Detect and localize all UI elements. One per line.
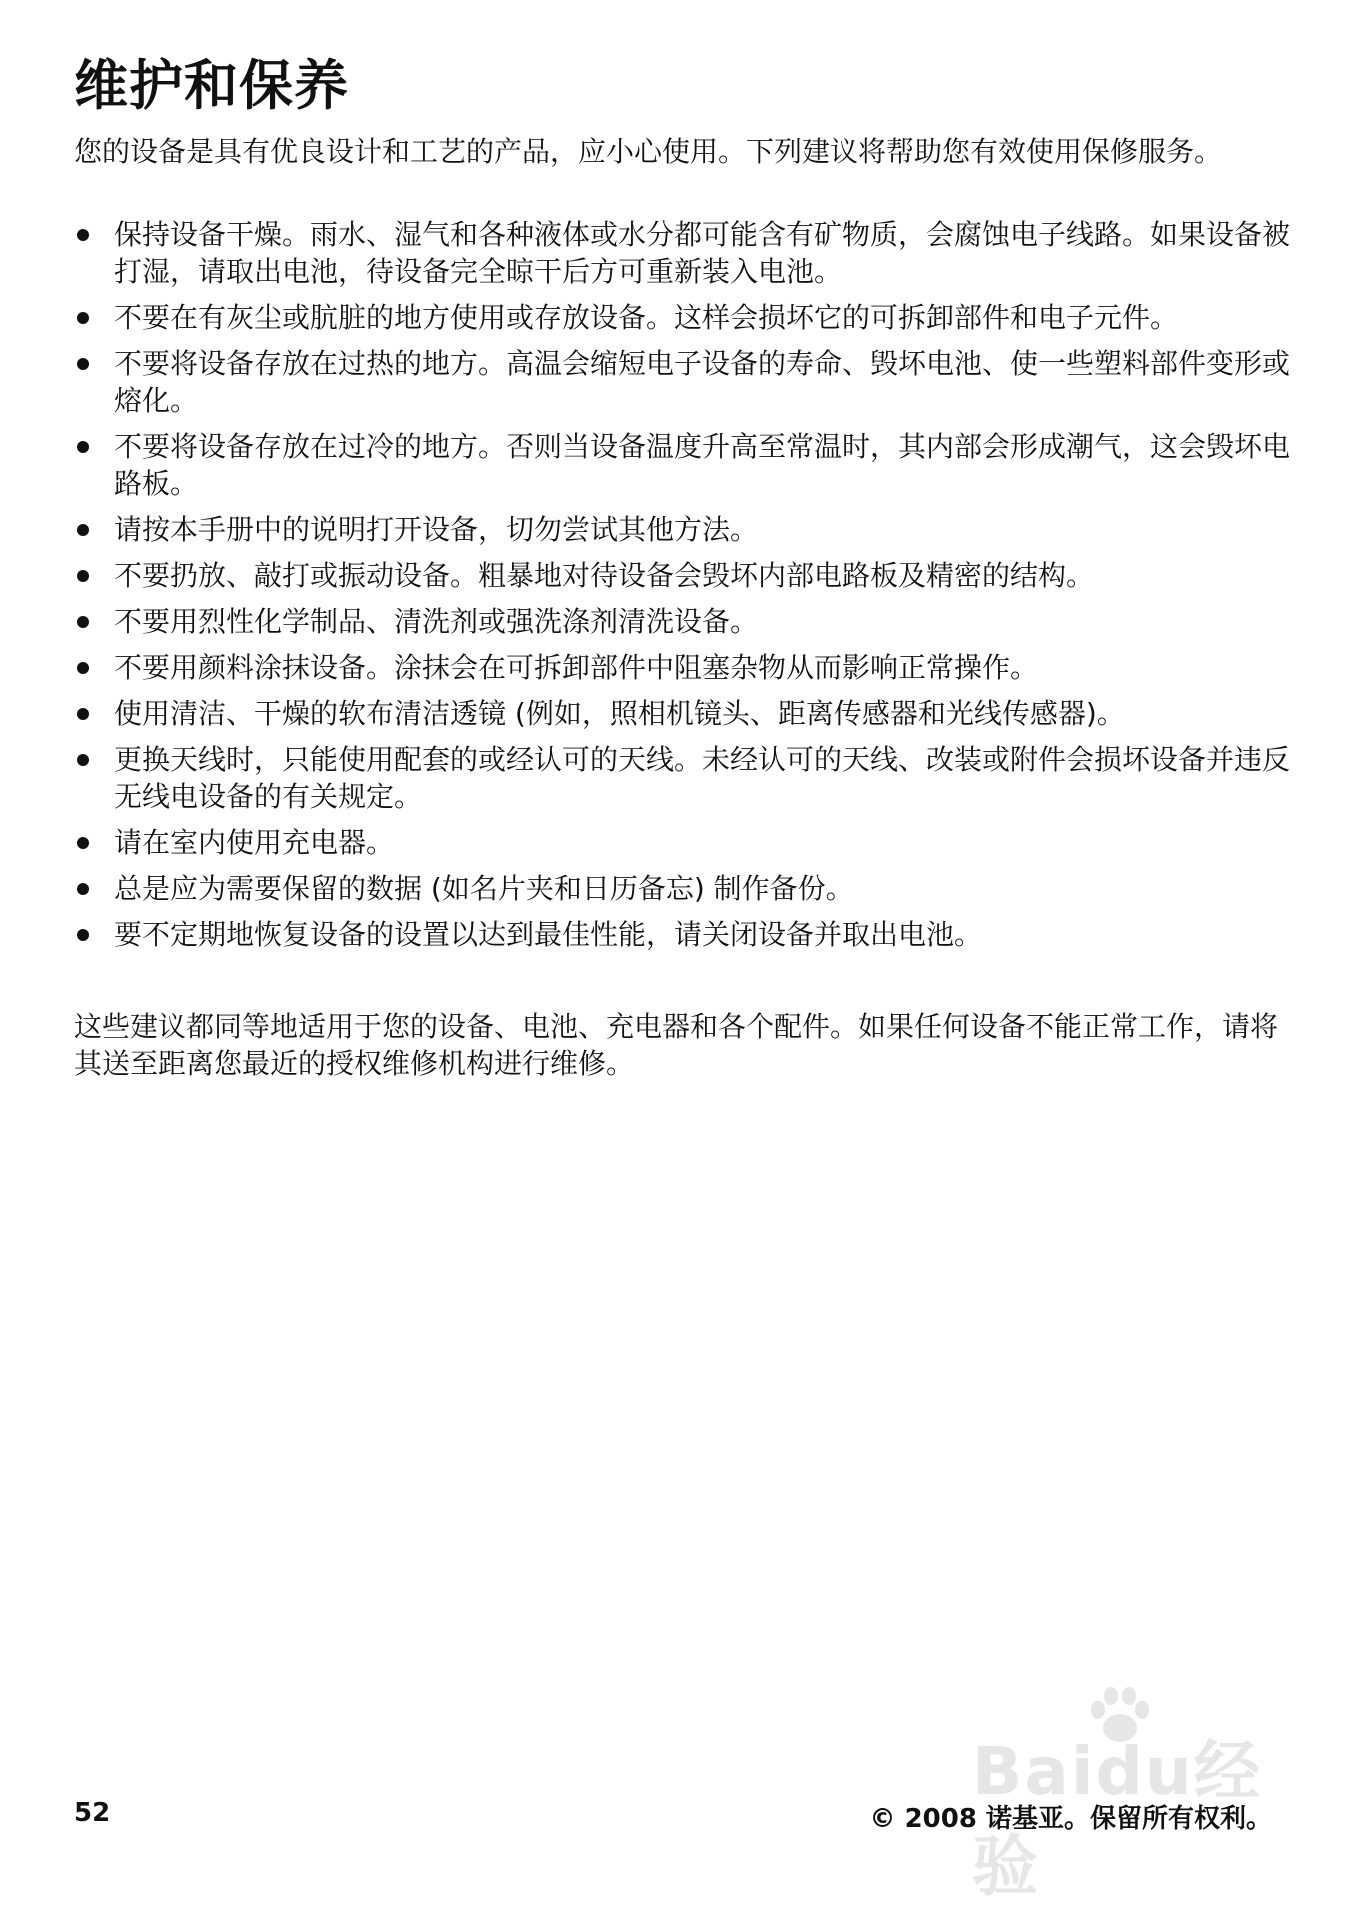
list-item-text: 总是应为需要保留的数据 (如名片夹和日历备忘) 制作备份。 — [114, 872, 854, 905]
list-item-text: 更换天线时，只能使用配套的或经认可的天线。未经认可的天线、改装或附件会损坏设备并违反无线电设备的有关规定。 — [114, 743, 1291, 813]
list-item — [74, 345, 1304, 419]
list-item — [74, 603, 1304, 640]
bullet-icon — [77, 570, 89, 582]
list-item — [74, 916, 1304, 953]
bullet-icon — [77, 616, 89, 628]
page-number: 52 — [74, 1798, 111, 1828]
care-tips-list — [74, 216, 1304, 962]
closing-paragraph: 这些建议都同等地适用于您的设备、电池、充电器和各个配件。如果任何设备不能正常工作，请将其送至距离您最近的授权维修机构进行维修。 — [74, 1010, 1279, 1080]
bullet-icon — [77, 229, 89, 241]
list-item-text: 使用清洁、干燥的软布清洁透镜 (例如，照相机镜头、距离传感器和光线传感器)。 — [114, 697, 1125, 730]
list-item — [74, 870, 1304, 907]
list-item — [74, 649, 1304, 686]
list-item-text: 不要将设备存放在过热的地方。高温会缩短电子设备的寿命、毁坏电池、使一些塑料部件变形或熔化。 — [114, 347, 1291, 417]
list-item — [74, 741, 1304, 815]
copyright-notice: © 2008 诺基亚。保留所有权利。 — [869, 1804, 1272, 1834]
list-item — [74, 557, 1304, 594]
bullet-icon — [77, 441, 89, 453]
list-item-text: 不要在有灰尘或肮脏的地方使用或存放设备。这样会损坏它的可拆卸部件和电子元件。 — [114, 301, 1179, 334]
bullet-icon — [77, 358, 89, 370]
list-item — [74, 428, 1304, 502]
bullet-icon — [77, 929, 89, 941]
list-item-text: 不要将设备存放在过冷的地方。否则当设备温度升高至常温时，其内部会形成潮气，这会毁坏电路板。 — [114, 430, 1291, 500]
list-item — [74, 695, 1304, 732]
list-item — [74, 511, 1304, 548]
bullet-icon — [77, 662, 89, 674]
list-item-text: 不要用颜料涂抹设备。涂抹会在可拆卸部件中阻塞杂物从而影响正常操作。 — [114, 651, 1039, 684]
bullet-icon — [77, 312, 89, 324]
bullet-icon — [77, 837, 89, 849]
bullet-icon — [77, 754, 89, 766]
list-item-text: 要不定期地恢复设备的设置以达到最佳性能，请关闭设备并取出电池。 — [114, 918, 983, 951]
watermark-text: Baidu经验 — [972, 1733, 1262, 1905]
list-item-text: 不要扔放、敲打或振动设备。粗暴地对待设备会毁坏内部电路板及精密的结构。 — [114, 559, 1095, 592]
list-item — [74, 824, 1304, 861]
list-item — [74, 299, 1304, 336]
list-item-text: 不要用烈性化学制品、清洗剂或强洗涤剂清洗设备。 — [114, 605, 759, 638]
bullet-icon — [77, 708, 89, 720]
bullet-icon — [77, 883, 89, 895]
list-item-text: 请在室内使用充电器。 — [114, 826, 395, 859]
page-title: 维护和保养 — [74, 54, 349, 117]
intro-paragraph: 您的设备是具有优良设计和工艺的产品，应小心使用。下列建议将帮助您有效使用保修服务。 — [74, 135, 1223, 168]
list-item — [74, 216, 1304, 290]
list-item-text: 保持设备干燥。雨水、湿气和各种液体或水分都可能含有矿物质，会腐蚀电子线路。如果设备被打湿，请取出电池，待设备完全晾干后方可重新装入电池。 — [114, 218, 1291, 288]
list-item-text: 请按本手册中的说明打开设备，切勿尝试其他方法。 — [114, 513, 759, 546]
bullet-icon — [77, 524, 89, 536]
